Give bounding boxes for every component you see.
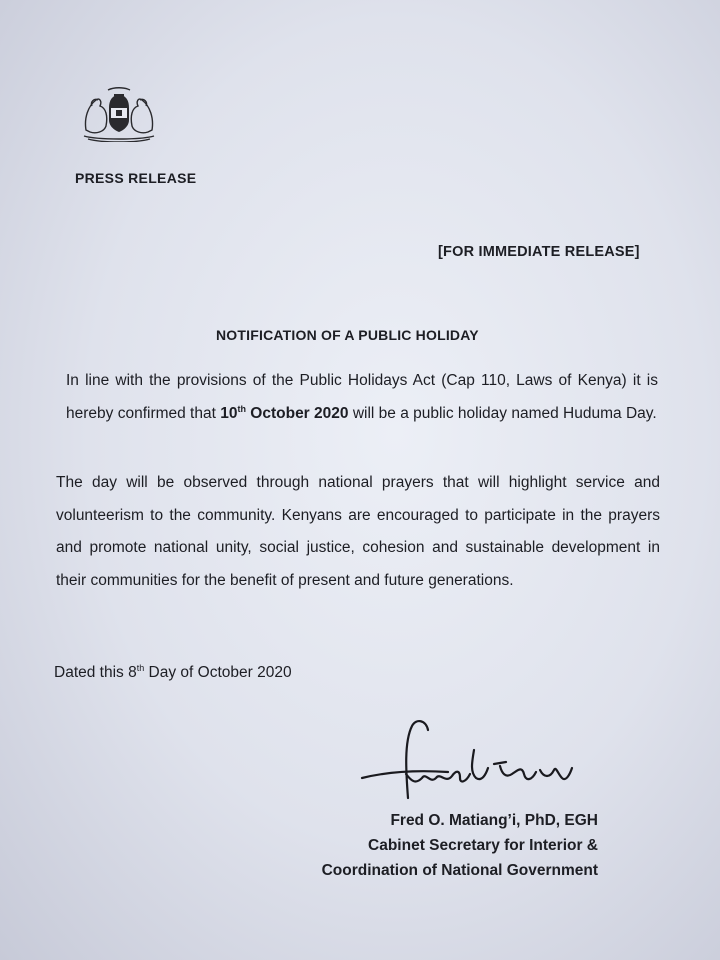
signatory-title-line-2: Coordination of National Government	[321, 862, 598, 879]
dated-prefix: Dated this 8	[54, 664, 137, 681]
signatory-block	[322, 808, 598, 883]
signatory-title-line-1: Cabinet Secretary for Interior &	[368, 837, 598, 854]
para1-text-after: will be a public holiday named Huduma Day.	[348, 405, 657, 422]
holiday-date-month-year: October 2020	[245, 405, 349, 422]
dated-line	[54, 664, 292, 682]
handwritten-signature	[356, 712, 586, 810]
holiday-date-day: 10	[220, 405, 238, 422]
paragraph-observance: The day will be observed through national prayers that will highlight service and volunteerism to the community. Kenyans are encouraged to participate in the prayers and promote national unity, social justice, cohesion and sustainable development in their communities for the benefit of present and future generations.	[56, 474, 660, 589]
paragraph-holiday-confirmation	[66, 364, 658, 430]
holiday-date-suffix: th	[237, 403, 246, 414]
signatory-name: Fred O. Matiang’i, PhD, EGH	[390, 812, 598, 829]
notice-heading: NOTIFICATION OF A PUBLIC HOLIDAY	[216, 327, 479, 343]
press-release-label: PRESS RELEASE	[75, 170, 197, 186]
dated-suffix: th	[136, 662, 145, 673]
holiday-date	[220, 405, 348, 422]
dated-rest: Day of October 2020	[144, 664, 292, 681]
para1-text-before: In line with the provisions of the Public Holidays Act (Cap 110, Laws of Kenya) it is hereby confirmed that	[66, 372, 658, 422]
coat-of-arms-icon	[78, 86, 160, 142]
immediate-release-label: [FOR IMMEDIATE RELEASE]	[438, 244, 640, 260]
